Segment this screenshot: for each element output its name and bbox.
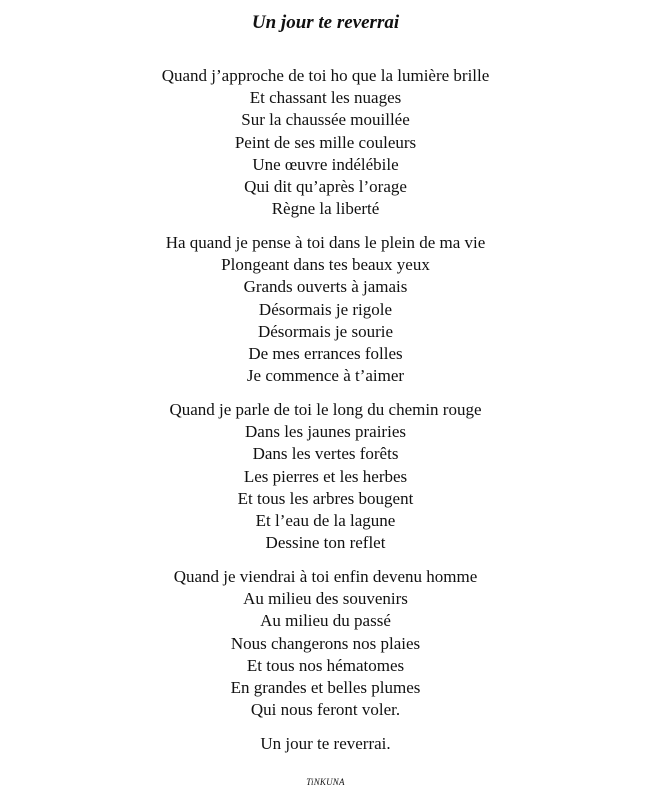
stanza-line: Au milieu des souvenirs (243, 589, 408, 609)
stanza-line: Une œuvre indélébile (252, 154, 399, 174)
stanza-1 (0, 65, 651, 220)
poem-title: Un jour te reverrai (251, 12, 400, 33)
stanza-line: Quand j’approche de toi ho que la lumière brille (161, 66, 490, 85)
stanza-3 (0, 399, 651, 554)
stanza-line: Peint de ses mille couleurs (234, 132, 417, 152)
stanza-line: Et l’eau de la lagune (255, 510, 396, 530)
stanza-line: Dans les vertes forêts (252, 444, 399, 464)
stanza-line: De mes errances folles (248, 343, 403, 363)
stanza-line: Et tous les arbres bougent (237, 488, 414, 508)
closing-line: Un jour te reverrai. (260, 734, 391, 753)
stanza-line: Plongeant dans tes beaux yeux (221, 255, 430, 275)
stanza-4 (0, 566, 651, 721)
stanza-line: Quand je parle de toi le long du chemin rouge (169, 400, 482, 419)
stanza-line: Règne la liberté (271, 199, 380, 219)
stanza-line: Ha quand je pense à toi dans le plein de ma vie (165, 233, 486, 252)
stanza-line: Nous changerons nos plaies (230, 633, 421, 653)
stanza-line: Désormais je sourie (257, 321, 394, 341)
stanza-line: Et tous nos hématomes (246, 655, 405, 675)
stanza-line: Qui dit qu’après l’orage (244, 176, 407, 196)
stanza-line: Désormais je rigole (258, 299, 393, 319)
stanza-line: Dessine ton reflet (265, 533, 386, 553)
stanza-line: Quand je viendrai à toi enfin devenu homme (173, 567, 478, 586)
stanza-line: Et chassant les nuages (249, 88, 402, 108)
stanza-line: Au milieu du passé (260, 611, 391, 631)
stanza-line: Qui nous feront voler. (250, 700, 401, 720)
author-signature: TiNKUNA (306, 777, 345, 787)
stanza-line: Grands ouverts à jamais (243, 277, 408, 297)
stanza-line: Je commence à t’aimer (246, 366, 405, 386)
stanza-line: Sur la chaussée mouillée (241, 110, 410, 130)
stanza-2 (0, 232, 651, 387)
stanza-line: Les pierres et les herbes (243, 466, 408, 486)
stanza-line: En grandes et belles plumes (230, 677, 421, 697)
stanza-line: Dans les jaunes prairies (245, 422, 406, 442)
